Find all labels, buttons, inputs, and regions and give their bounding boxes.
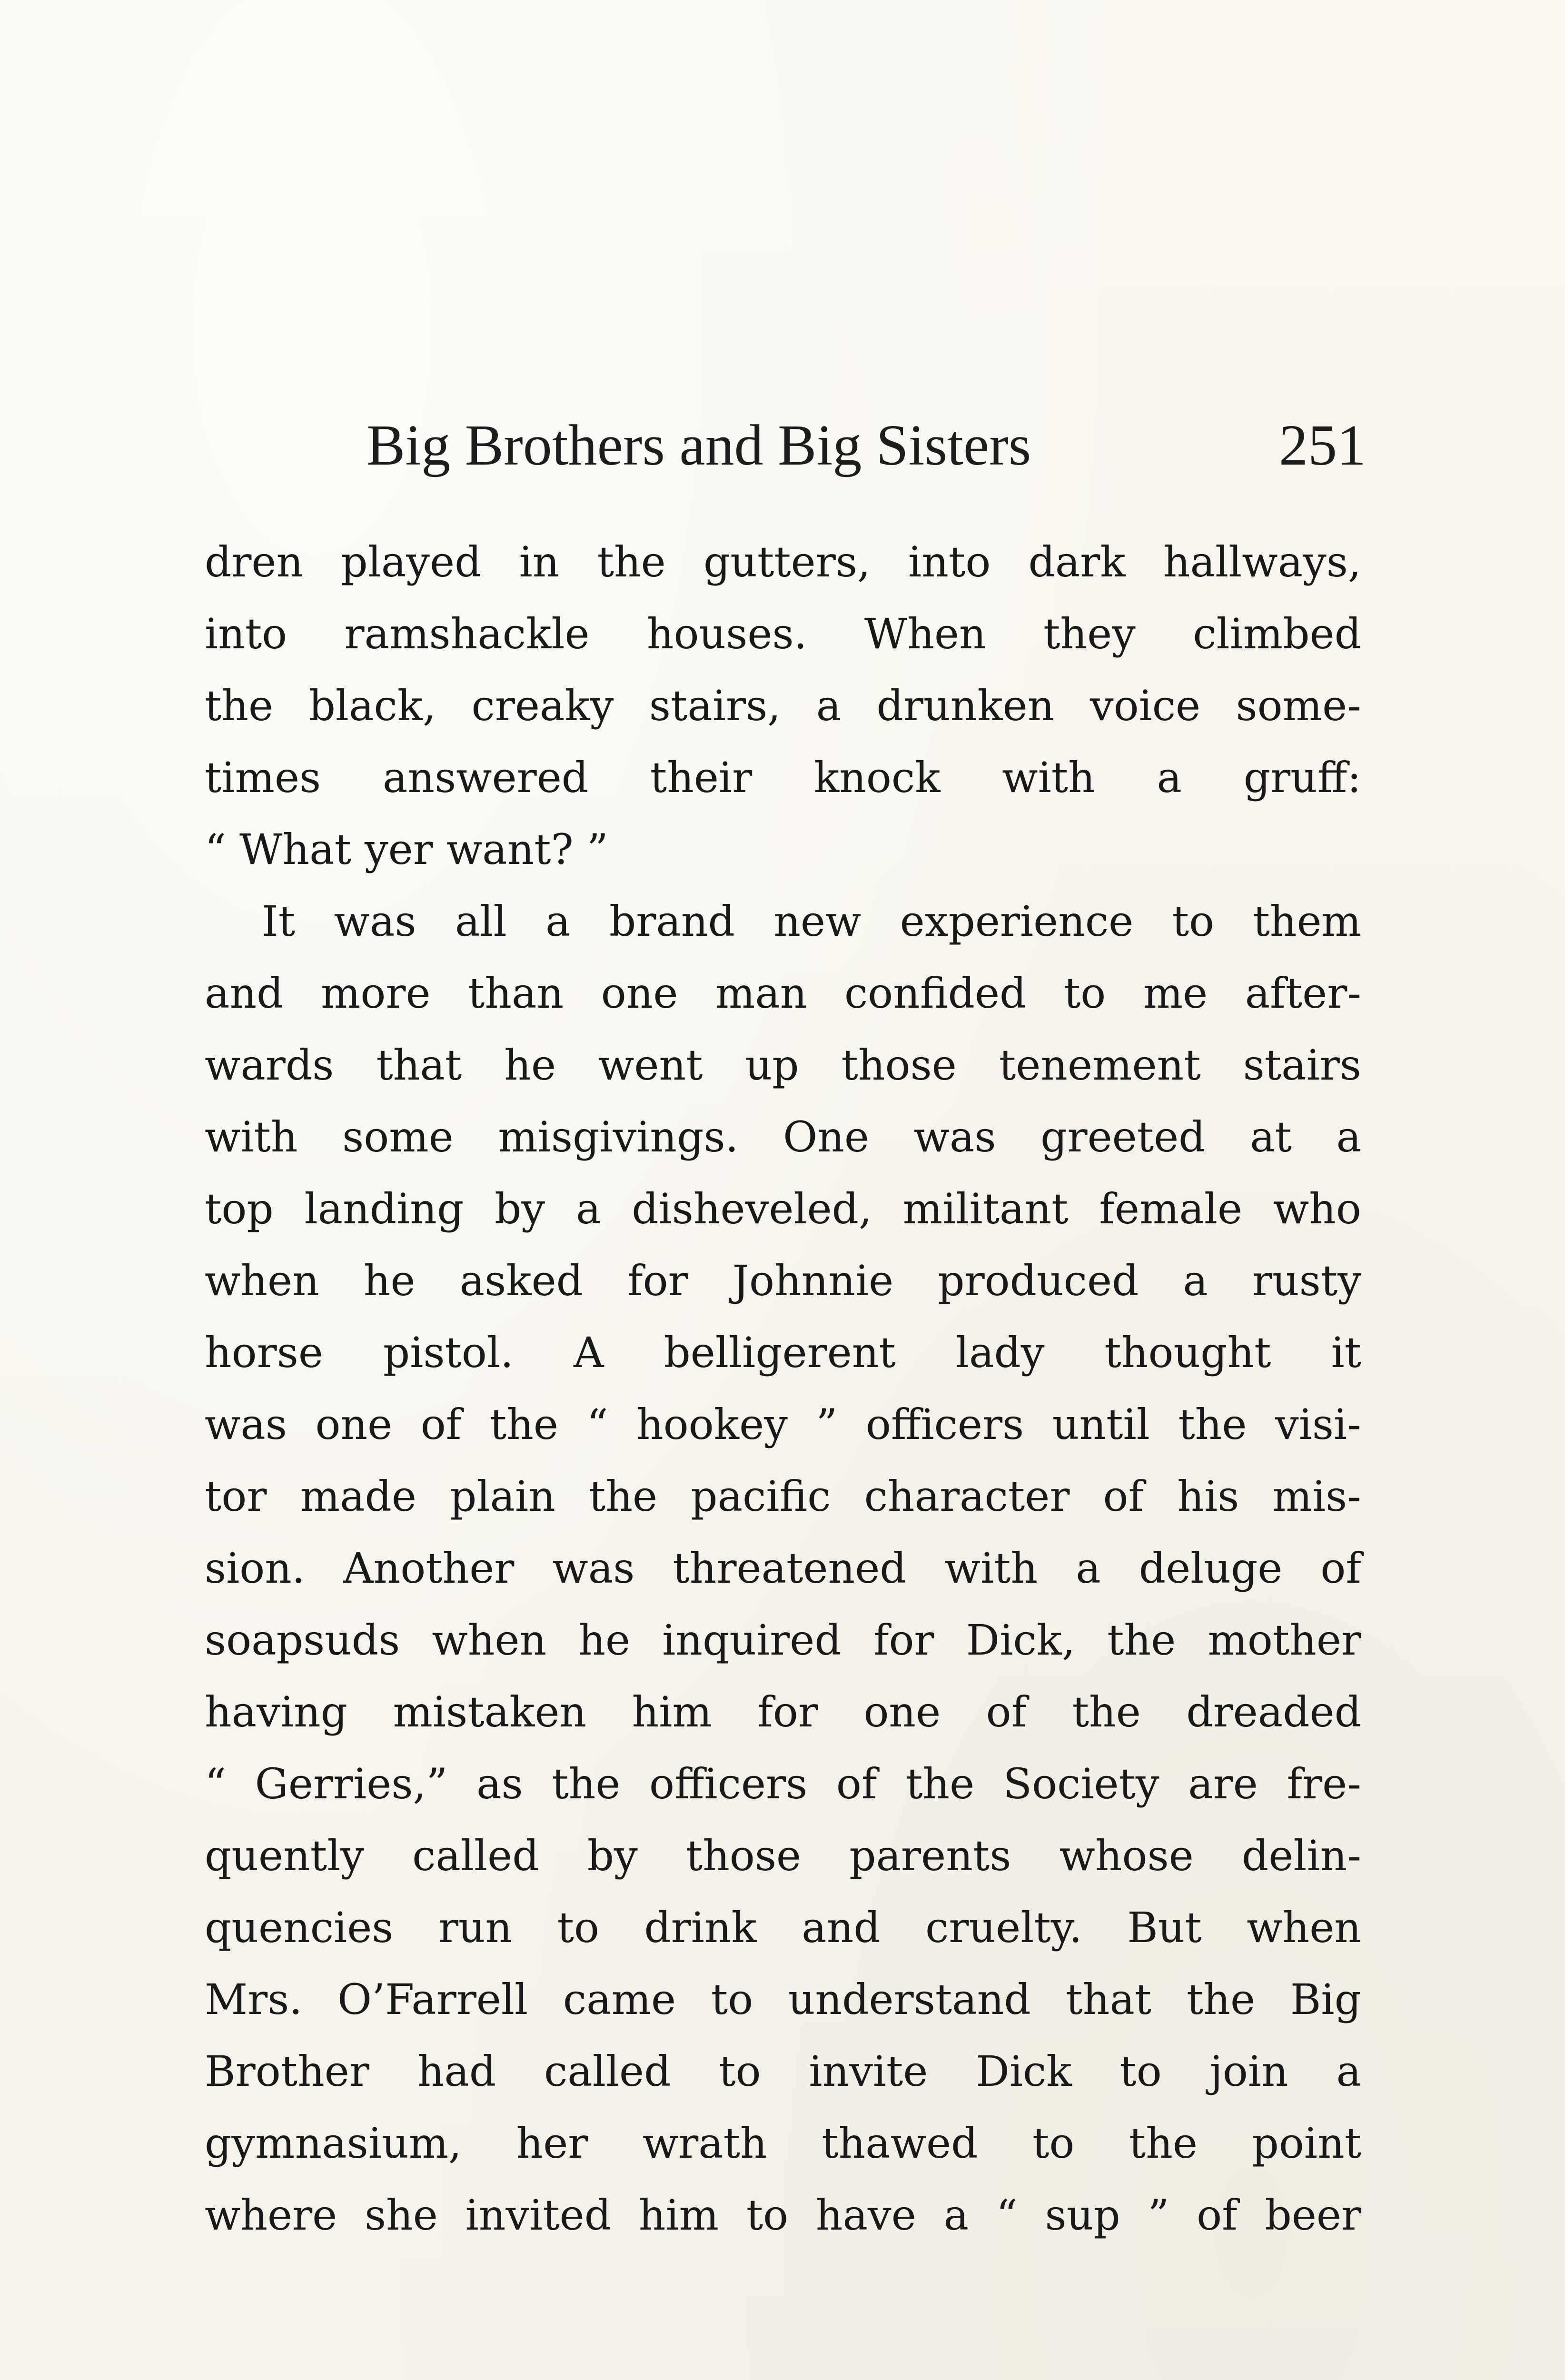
word: came (563, 1975, 676, 2024)
word: sion. (205, 1544, 305, 1593)
word: of (1103, 1472, 1144, 1521)
word: with (205, 1112, 298, 1161)
word: fre- (1287, 1759, 1361, 1808)
word: in (519, 537, 560, 586)
word: Gerries,” (255, 1759, 448, 1808)
word: drink (644, 1903, 757, 1952)
word: of (420, 1400, 462, 1449)
word: wrath (642, 2119, 767, 2168)
text-line (205, 2107, 1361, 2179)
word: more (320, 969, 431, 1018)
word: officers (865, 1400, 1024, 1449)
word: some (342, 1112, 454, 1161)
word: into (205, 609, 287, 658)
word: disheveled, (632, 1184, 872, 1233)
word: new (773, 897, 862, 946)
word: rusty (1252, 1256, 1361, 1305)
word: invite (809, 2047, 928, 2096)
word: having (205, 1687, 348, 1736)
word: he (504, 1041, 556, 1090)
word: voice (1090, 681, 1201, 730)
word: that (376, 1041, 462, 1090)
word: yer (364, 825, 433, 874)
word: greeted (1040, 1112, 1206, 1161)
paragraph-1 (205, 526, 1361, 885)
text-line (205, 1532, 1361, 1604)
word: a (545, 897, 571, 946)
word: at (1250, 1112, 1292, 1161)
word: where (205, 2191, 337, 2240)
word: all (455, 897, 507, 946)
word: misgivings. (498, 1112, 739, 1161)
text-line (205, 1101, 1361, 1173)
word: stairs, (649, 681, 781, 730)
word: she (364, 2191, 438, 2240)
word: Johnnie (732, 1256, 894, 1305)
text-line (205, 1748, 1361, 1820)
word: point (1252, 2119, 1361, 2168)
word: to (711, 1975, 753, 2024)
text-line (205, 1964, 1361, 2035)
word: into (908, 537, 991, 586)
word: some- (1236, 681, 1361, 730)
word: invited (465, 2191, 612, 2240)
text-line (205, 2035, 1361, 2107)
word: times (205, 753, 321, 802)
word: of (1197, 2191, 1238, 2240)
text-line (205, 670, 1361, 742)
word: mis- (1272, 1472, 1361, 1521)
word: dark (1028, 537, 1126, 586)
word: knock (813, 753, 941, 802)
word: stairs (1243, 1041, 1361, 1090)
word: of (1320, 1544, 1361, 1593)
word: hallways, (1163, 537, 1361, 586)
word: thawed (822, 2119, 978, 2168)
word: O’Farrell (337, 1975, 528, 2024)
word: “ (996, 2191, 1018, 2240)
word: her (516, 2119, 588, 2168)
word: join (1209, 2047, 1288, 2096)
word: But (1127, 1903, 1202, 1952)
word: Brother (205, 2047, 369, 2096)
word: than (468, 969, 564, 1018)
word: answered (382, 753, 589, 802)
word: houses. (646, 609, 807, 658)
word: quencies (205, 1903, 394, 1952)
word: one (863, 1687, 941, 1736)
word: called (544, 2047, 671, 2096)
word: female (1099, 1184, 1243, 1233)
word: plain (450, 1472, 555, 1521)
word: the (906, 1759, 975, 1808)
word: dren (205, 537, 304, 586)
word: the (1072, 1687, 1141, 1736)
word: to (557, 1903, 599, 1952)
word: after- (1245, 969, 1361, 1018)
word: mistaken (393, 1687, 587, 1736)
word: to (719, 2047, 761, 2096)
word: brand (609, 897, 735, 946)
word: for (757, 1687, 818, 1736)
word: up (745, 1041, 799, 1090)
word: ” (586, 825, 608, 874)
text-line (205, 742, 1361, 813)
word: It (262, 897, 296, 946)
word: as (476, 1759, 523, 1808)
body-text (205, 526, 1361, 2251)
text-line (205, 1892, 1361, 1964)
word: they (1043, 609, 1136, 658)
word: the (552, 1759, 621, 1808)
word: it (1331, 1328, 1361, 1377)
word: “ (205, 1759, 226, 1808)
word: belligerent (664, 1328, 896, 1377)
word: who (1273, 1184, 1361, 1233)
word: black, (308, 681, 436, 730)
word: pacific (691, 1472, 831, 1521)
word: a (1076, 1544, 1101, 1593)
word: Mrs. (205, 1975, 303, 2024)
word: the (205, 681, 274, 730)
word: pistol. (383, 1328, 514, 1377)
word: the (588, 1472, 658, 1521)
word: run (438, 1903, 513, 1952)
text-line (205, 813, 1361, 885)
word: horse (205, 1328, 323, 1377)
word: played (341, 537, 482, 586)
word: with (1002, 753, 1095, 802)
word: by (495, 1184, 545, 1233)
word: made (300, 1472, 416, 1521)
word: the (597, 537, 666, 586)
text-line (205, 957, 1361, 1029)
word: What (239, 825, 351, 874)
word: their (650, 753, 753, 802)
word: Society (1003, 1759, 1159, 1808)
word: gutters, (703, 537, 871, 586)
word: one (315, 1400, 393, 1449)
word: confided (844, 969, 1027, 1018)
word: produced (938, 1256, 1139, 1305)
word: visi- (1275, 1400, 1361, 1449)
text-line (205, 885, 1361, 957)
text-line (205, 1317, 1361, 1388)
word: those (841, 1041, 957, 1090)
word: of (986, 1687, 1027, 1736)
word: when (205, 1256, 319, 1305)
word: was (334, 897, 416, 946)
word: gymnasium, (205, 2119, 462, 2168)
word: one (601, 969, 678, 1018)
word: was (205, 1400, 287, 1449)
word: was (913, 1112, 996, 1161)
word: sup (1045, 2191, 1120, 2240)
page-number: 251 (1279, 413, 1366, 477)
word: him (632, 1687, 712, 1736)
text-line (205, 526, 1361, 598)
word: ” (1148, 2191, 1169, 2240)
word: creaky (471, 681, 614, 730)
word: a (1183, 1256, 1208, 1305)
word: the (1178, 1400, 1247, 1449)
word: a (1336, 1112, 1361, 1161)
paragraph-2 (205, 885, 1361, 2251)
word: when (1247, 1903, 1361, 1952)
word: have (815, 2191, 916, 2240)
word: to (1063, 969, 1106, 1018)
word: soapsuds (205, 1616, 400, 1665)
word: want? (446, 825, 574, 874)
word: drunken (876, 681, 1055, 730)
word: of (836, 1759, 877, 1808)
text-line (205, 1460, 1361, 1532)
page-header (205, 413, 1366, 495)
word: Dick, (966, 1616, 1075, 1665)
word: the (1107, 1616, 1176, 1665)
word: parents (849, 1831, 1011, 1880)
word: understand (788, 1975, 1031, 2024)
word: “ (205, 825, 226, 874)
word: officers (649, 1759, 808, 1808)
word: threatened (673, 1544, 907, 1593)
word: with (944, 1544, 1038, 1593)
word: a (943, 2191, 969, 2240)
word: tor (205, 1472, 267, 1521)
word: militant (902, 1184, 1069, 1233)
word: Dick (976, 2047, 1072, 2096)
word: he (578, 1616, 631, 1665)
word: him (638, 2191, 719, 2240)
word: ramshackle (344, 609, 590, 658)
word: a (575, 1184, 601, 1233)
word: for (627, 1256, 688, 1305)
text-line (205, 1029, 1361, 1101)
word: A (573, 1328, 604, 1377)
word: the (489, 1400, 559, 1449)
word: “ (586, 1400, 608, 1449)
word: until (1052, 1400, 1150, 1449)
word: quently (205, 1831, 364, 1880)
word: tenement (999, 1041, 1201, 1090)
word: by (587, 1831, 638, 1880)
text-line (205, 1820, 1361, 1892)
word: to (1172, 897, 1215, 946)
word: his (1177, 1472, 1239, 1521)
word: went (598, 1041, 703, 1090)
word: whose (1059, 1831, 1194, 1880)
word: to (746, 2191, 789, 2240)
word: dreaded (1186, 1687, 1361, 1736)
word: called (412, 1831, 539, 1880)
word: thought (1104, 1328, 1271, 1377)
word: landing (304, 1184, 464, 1233)
word: and (802, 1903, 881, 1952)
word: top (205, 1184, 274, 1233)
word: gruff: (1243, 753, 1361, 802)
word: hookey (636, 1400, 788, 1449)
word: When (864, 609, 986, 658)
word: them (1253, 897, 1361, 946)
text-line (205, 598, 1361, 670)
word: lady (955, 1328, 1045, 1377)
text-line (205, 1676, 1361, 1748)
word: the (1186, 1975, 1256, 2024)
word: a (1157, 753, 1182, 802)
word: and (205, 969, 284, 1018)
text-line (205, 1604, 1361, 1676)
word: cruelty. (925, 1903, 1082, 1952)
text-line (205, 1245, 1361, 1317)
word: inquired (662, 1616, 842, 1665)
text-line (205, 2179, 1361, 2251)
word: ” (816, 1400, 838, 1449)
word: character (864, 1472, 1070, 1521)
word: beer (1265, 2191, 1361, 2240)
word: deluge (1139, 1544, 1283, 1593)
word: wards (205, 1041, 334, 1090)
word: the (1129, 2119, 1198, 2168)
word: for (873, 1616, 934, 1665)
word: Big (1290, 1975, 1361, 2024)
word: to (1119, 2047, 1162, 2096)
word: experience (900, 897, 1134, 946)
text-line (205, 1173, 1361, 1245)
word: me (1143, 969, 1208, 1018)
word: man (715, 969, 807, 1018)
word: he (363, 1256, 416, 1305)
word: when (432, 1616, 547, 1665)
word: a (816, 681, 842, 730)
word: those (685, 1831, 802, 1880)
word: to (1032, 2119, 1075, 2168)
text-line (205, 1388, 1361, 1460)
word: climbed (1193, 609, 1361, 658)
word: mother (1208, 1616, 1361, 1665)
word: Another (343, 1544, 515, 1593)
word: had (417, 2047, 496, 2096)
word: are (1188, 1759, 1258, 1808)
word: was (552, 1544, 635, 1593)
word: that (1066, 1975, 1152, 2024)
word: a (1336, 2047, 1361, 2096)
running-title: Big Brothers and Big Sisters (366, 413, 1031, 477)
word: One (783, 1112, 870, 1161)
word: asked (459, 1256, 583, 1305)
word: delin- (1241, 1831, 1361, 1880)
